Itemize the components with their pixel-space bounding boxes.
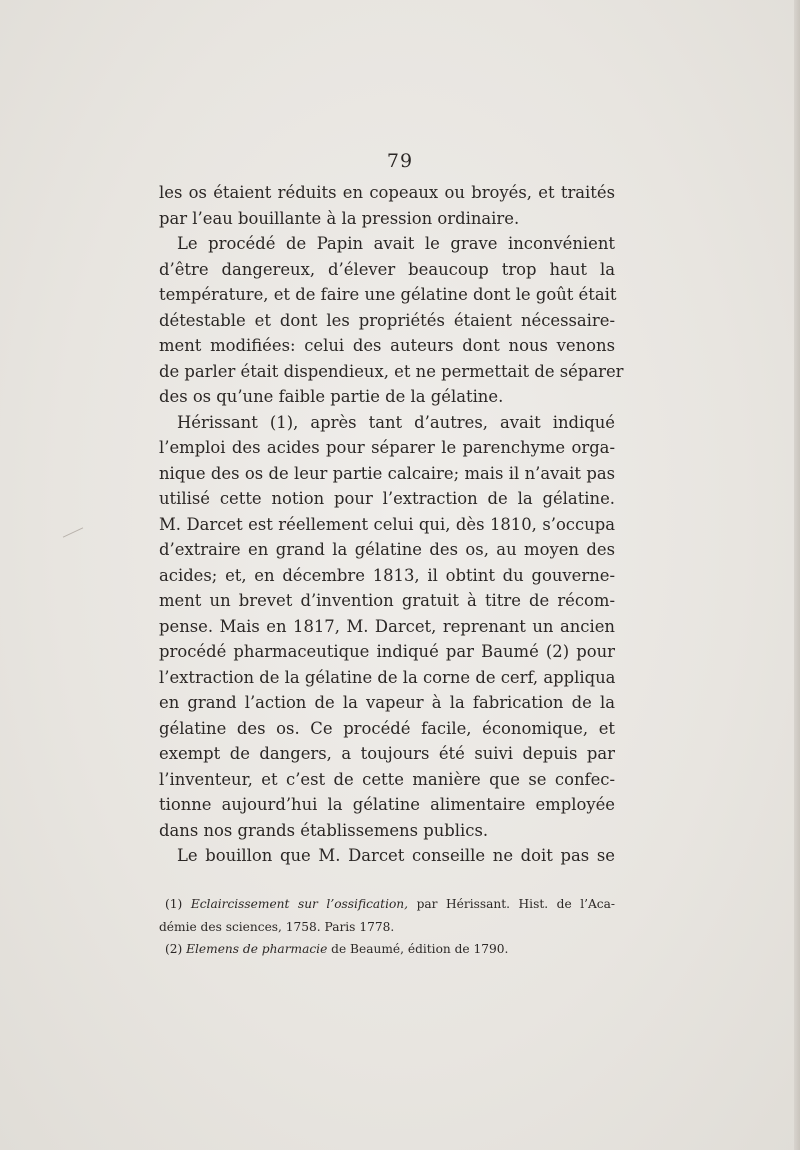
text-line: l’inventeur, et c’est de cette manière que se confec- [159, 769, 615, 789]
text-line: en grand l’action de la vapeur à la fabrication de la [159, 693, 615, 712]
footnote-text: de Beaumé, édition de 1790. [331, 942, 509, 956]
footnote-title: Eclaircissement sur l’ossification, [190, 897, 409, 911]
footnote-1-continued: démie des sciences, 1758. Paris 1778. [159, 919, 395, 934]
margin-mark [63, 527, 83, 537]
footnote-1 [159, 893, 615, 916]
text-line: des os qu’une faible partie de la gélatine. [159, 387, 504, 406]
text-line: Hérissant (1), après tant d’autres, avait indiqué [177, 412, 615, 432]
text-line: par l’eau bouillante à la pression ordinaire. [159, 208, 520, 228]
text-line: utilisé cette notion pour l’extraction de la gélatine. [159, 489, 615, 508]
page-edge [794, 0, 800, 1150]
text-line: procédé pharmaceutique indiqué par Baumé (2) pour [159, 642, 615, 661]
text-line: acides; et, en décembre 1813, il obtint du gouverne- [159, 565, 615, 585]
text-line: l’emploi des acides pour séparer le parenchyme orga- [159, 438, 615, 457]
body-text [159, 180, 624, 869]
text-line: température, et de faire une gélatine dont le goût était [159, 285, 617, 304]
text-line: Le bouillon que M. Darcet conseille ne doit pas se [177, 846, 615, 865]
footnote-marker: (1) [165, 897, 183, 911]
text-line: d’être dangereux, d’élever beaucoup trop haut la [159, 259, 615, 279]
footnotes [159, 893, 615, 961]
text-line: ment modifiées: celui des auteurs dont nous venons [159, 336, 615, 355]
text-line: ment un brevet d’invention gratuit à titre de récom- [159, 591, 615, 610]
text-line: exempt de dangers, a toujours été suivi depuis par [159, 744, 615, 763]
text-line: dans nos grands établissemens publics. [159, 820, 489, 840]
text-line: gélatine des os. Ce procédé facile, économique, et [159, 718, 615, 738]
text-line: l’extraction de la gélatine de la corne de cerf, appliqua [159, 667, 616, 687]
text-line: de parler était dispendieux, et ne permettait de séparer [159, 361, 624, 381]
footnote-title: Elemens de pharmacie [186, 942, 328, 956]
text-line: M. Darcet est réellement celui qui, dès 1810, s’occupa [159, 514, 615, 534]
text-line: tionne aujourd’hui la gélatine alimentaire employée [159, 795, 615, 814]
footnote-2 [159, 938, 615, 961]
text-line: les os étaient réduits en copeaux ou broyés, et traités [159, 183, 615, 202]
text-line: d’extraire en grand la gélatine des os, au moyen des [159, 540, 615, 559]
footnote-text: par Hérissant. Hist. de l’Aca- [416, 897, 616, 911]
text-line: Le procédé de Papin avait le grave inconvénient [177, 234, 615, 253]
text-line: nique des os de leur partie calcaire; mais il n’avait pas [159, 463, 615, 483]
text-line: détestable et dont les propriétés étaient nécessaire- [159, 310, 615, 330]
footnote-marker: (2) [165, 942, 183, 956]
page-number: 79 [386, 150, 414, 172]
text-line: pense. Mais en 1817, M. Darcet, reprenant un ancien [159, 616, 615, 636]
